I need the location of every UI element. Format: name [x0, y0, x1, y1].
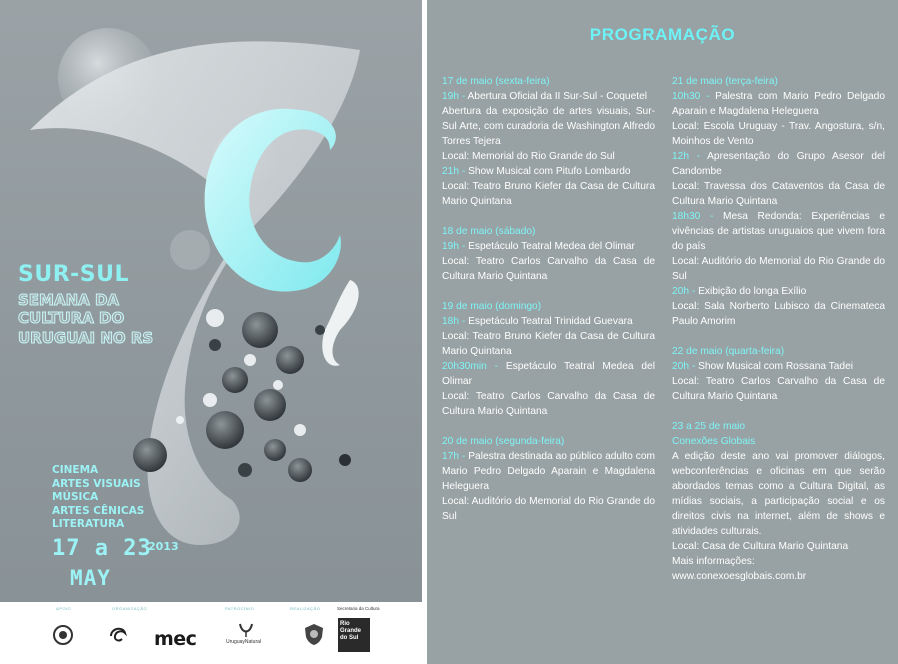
- day-heading: 18 de maio (sábado): [442, 226, 536, 237]
- event-text: Mesa Redonda: Experiências e vivências de artistas uruguaios que vivem fora do país: [672, 211, 885, 252]
- program-panel: [427, 0, 898, 664]
- event-entry: [672, 209, 885, 254]
- event-time: 10h30 -: [672, 91, 710, 102]
- event-entry: [672, 449, 885, 539]
- event-entry: [442, 389, 655, 419]
- event-entry: [672, 89, 885, 119]
- program-column-left: [442, 74, 655, 539]
- day-heading: 19 de maio (domingo): [442, 301, 542, 312]
- event-time: 19h -: [442, 91, 466, 102]
- event-entry: [672, 539, 885, 554]
- event-text: Local: Teatro Carlos Carvalho da Casa de Cultura Mario Quintana: [442, 391, 655, 417]
- day-heading: 22 de maio (quarta-feira): [672, 346, 785, 357]
- event-entry: [672, 569, 885, 584]
- program-title: PROGRAMAÇÃO: [589, 25, 736, 44]
- event-entry: [442, 239, 655, 254]
- poster-subtitle-line-2: CULTURA DO: [18, 309, 125, 327]
- rgs-line: Rio: [340, 621, 350, 627]
- event-entry: [442, 149, 655, 164]
- event-text: Abertura da exposição de artes visuais, Sur-Sul Arte, com curadoria de Washington Alfredo Torres Tejera: [442, 106, 655, 147]
- sphere-small: [170, 230, 210, 270]
- event-entry: [442, 104, 655, 149]
- secretaria-label: Secretaria da Cultura: [337, 606, 380, 611]
- program-day: [672, 344, 885, 404]
- event-text: Palestra destinada ao público adulto com Mario Pedro Delgado Aparain e Magdalena Heleguera: [442, 451, 655, 492]
- mec-logo: mec: [154, 628, 197, 650]
- event-text: Local: Sala Norberto Lubisco da Cinemateca Paulo Amorim: [672, 301, 885, 327]
- program-day: [442, 224, 655, 284]
- poster-year: 2013: [148, 540, 179, 553]
- event-entry: [442, 449, 655, 494]
- arts-item: LITERATURA: [52, 518, 125, 530]
- arts-item: MÚSICA: [52, 491, 99, 503]
- event-text: Local: Casa de Cultura Mario Quintana: [672, 541, 849, 552]
- program-day: [672, 419, 885, 584]
- event-entry: [672, 359, 885, 374]
- program-day: [442, 74, 655, 209]
- realizacao-shield-icon: [302, 622, 326, 646]
- program-day: [672, 74, 885, 329]
- event-time: 21h -: [442, 166, 466, 177]
- uruguay-natural-icon: [238, 622, 254, 638]
- event-text: Local: Teatro Carlos Carvalho da Casa de Cultura Mario Quintana: [442, 256, 655, 282]
- event-text: Local: Teatro Carlos Carvalho da Casa de Cultura Mario Quintana: [672, 376, 885, 402]
- event-entry: [672, 149, 885, 179]
- poster-month: MAY: [70, 566, 111, 590]
- event-entry: [672, 254, 885, 284]
- rgs-line: do Sul: [340, 635, 359, 641]
- program-column-right: [672, 74, 885, 599]
- event-text: www.conexoesglobais.com.br: [672, 571, 807, 582]
- event-entry: [442, 89, 655, 104]
- event-text: Apresentação do Grupo Asesor del Candombe: [672, 151, 885, 177]
- poster-subtitle-line-1: SEMANA DA: [18, 291, 120, 309]
- event-entry: [442, 179, 655, 209]
- event-entry: [442, 164, 655, 179]
- event-text: Local: Travessa dos Cataventos da Casa de Cultura Mario Quintana: [672, 181, 885, 207]
- arts-item: ARTES VISUAIS: [52, 477, 141, 490]
- splash-shape: [322, 280, 358, 366]
- day-heading: 20 de maio (segunda-feira): [442, 436, 565, 447]
- event-text: Espetáculo Teatral Medea del Olimar: [465, 241, 635, 252]
- poster-dates: 17 a 23: [52, 536, 152, 561]
- event-text: Local: Teatro Bruno Kiefer da Casa de Cultura Mario Quintana: [442, 181, 655, 207]
- event-entry: [442, 494, 655, 524]
- event-text: Show Musical com Rossana Tadei: [695, 361, 854, 372]
- event-entry: [442, 254, 655, 284]
- day-heading: 21 de maio (terça-feira): [672, 76, 778, 87]
- event-text: Palestra com Mario Pedro Delgado Aparain e Magdalena Heleguera: [672, 91, 885, 117]
- event-entry: [672, 119, 885, 149]
- event-entry: [672, 554, 885, 569]
- event-text: Local: Memorial do Rio Grande do Sul: [442, 151, 615, 162]
- uruguay-natural-label: UruguayNatural: [226, 639, 262, 645]
- event-time: 20h30min -: [442, 361, 498, 372]
- event-text: Abertura Oficial da II Sur-Sul - Coquetel: [465, 91, 647, 102]
- poster-subtitle-line-3: URUGUAI NO RS: [18, 329, 154, 347]
- event-entry: [672, 179, 885, 209]
- day-heading: 17 de maio (sexta-feira): [442, 76, 550, 87]
- event-time: 20h -: [672, 361, 696, 372]
- arts-item: CINEMA: [52, 464, 99, 476]
- day-subheading: Conexões Globais: [672, 436, 756, 447]
- event-time: 18h -: [442, 316, 466, 327]
- poster-arts-list: [52, 464, 144, 532]
- poster-panel: [0, 0, 422, 664]
- arts-item: ARTES CÊNICAS: [52, 504, 145, 517]
- event-text: Local: Auditório do Memorial do Rio Grande do Sul: [672, 256, 885, 282]
- event-time: 18h30 -: [672, 211, 714, 222]
- rgs-line: Grande: [340, 628, 362, 634]
- event-text: Local: Escola Uruguay - Trav. Angostura, s/n, Moinhos de Vento: [672, 121, 885, 147]
- event-time: 19h -: [442, 241, 466, 252]
- event-text: Mais informações:: [672, 556, 755, 567]
- event-text: Espetáculo Teatral Medea del Olimar: [442, 361, 655, 387]
- label-organizacao: ORGANIZAÇÃO: [112, 606, 148, 611]
- event-entry: [442, 359, 655, 389]
- label-realizacao: REALIZAÇÃO: [290, 606, 321, 611]
- event-entry: [672, 374, 885, 404]
- event-text: Espetáculo Teatral Trinidad Guevara: [465, 316, 633, 327]
- rgs-logo: [338, 618, 370, 652]
- organizacao-swirl-icon: [108, 624, 128, 644]
- event-entry: [672, 299, 885, 329]
- event-entry: [442, 329, 655, 359]
- program-day: [442, 299, 655, 419]
- event-entry: [442, 314, 655, 329]
- event-text: Local: Auditório do Memorial do Rio Grande do Sul: [442, 496, 655, 522]
- event-text: Exibição do longa Exílio: [695, 286, 807, 297]
- poster-title: SUR-SUL: [18, 262, 130, 287]
- label-apoio: APOIO: [56, 606, 72, 611]
- apoio-emblem-icon: [52, 624, 74, 646]
- event-text: Show Musical com Pitufo Lombardo: [465, 166, 631, 177]
- event-text: A edição deste ano vai promover diálogos, webconferências e oficinas em que serão abordados temas como a Cultura Digital, as mídias sociais, a participação social e os direitos civis na internet, além de shows e atividades culturais.: [672, 451, 885, 537]
- event-time: 20h -: [672, 286, 696, 297]
- program-day: [442, 434, 655, 524]
- event-text: Local: Teatro Bruno Kiefer da Casa de Cultura Mario Quintana: [442, 331, 655, 357]
- label-patrocinio: PATROCÍNIO: [225, 606, 255, 611]
- event-entry: [672, 284, 885, 299]
- event-time: 17h -: [442, 451, 466, 462]
- event-time: 12h -: [672, 151, 701, 162]
- day-heading: 23 a 25 de maio: [672, 421, 746, 432]
